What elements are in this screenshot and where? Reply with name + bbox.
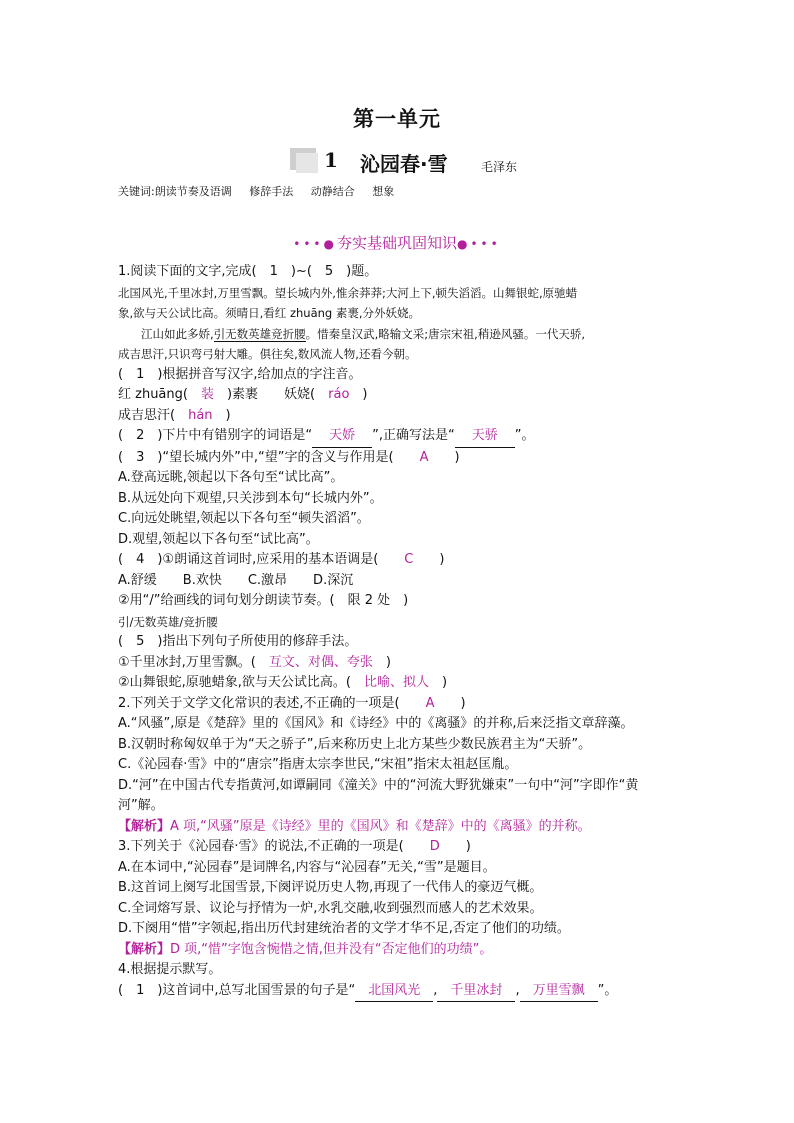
keyword: 关键词:朗读节奏及语调: [118, 185, 232, 198]
section-title: •••●夯实基础巩固知识●•••: [293, 234, 501, 252]
option: B.这首词上阕写北国雪景,下阕评说历史人物,再现了一代伟人的豪迈气概。: [118, 880, 543, 895]
answer: A: [425, 695, 435, 711]
answer: 天骄: [455, 426, 515, 448]
option: B.汉朝时称匈奴单于为“天之骄子”,后来称历史上北方某些少数民族君主为“天骄”。: [118, 736, 592, 752]
q1-sub3: ( 3 )“望长城内外”中,“望”字的含义与作用是( A ): [118, 449, 460, 465]
poem-line: 象,欲与天公试比高。须晴日,看红 zhuāng 素裹,分外妖娆。: [118, 306, 421, 320]
q1-sub5: ( 5 )指出下列句子所使用的修辞手法。: [118, 634, 358, 649]
q1-sub4: ( 4 )①朗诵这首词时,应采用的基本语调是( C ): [118, 552, 445, 567]
option: B.从远处向下观望,只关涉到本句“长城内外”。: [118, 490, 383, 506]
answer: 北国风光: [355, 981, 433, 1003]
answer: 天娇: [312, 426, 372, 448]
keyword: 动静结合: [310, 185, 355, 198]
answer: hán: [188, 407, 213, 423]
q2-analysis: 【解析】A 项,“风骚”原是《诗经》里的《国风》和《楚辞》中的《离骚》的并称。: [118, 818, 591, 834]
q1-sub1-a: 红 zhuāng( 装 )素裹 妖娆( ráo ): [118, 387, 368, 402]
q1-stem: 1.阅读下面的文字,完成( 1 )~( 5 )题。: [118, 264, 378, 279]
q4-sub1: ( 1 )这首词中,总写北国雪景的句子是“ 北国风光 , 千里冰封 , 万里雪飘 ”。: [118, 981, 678, 1003]
q1-sub5-b: ②山舞银蛇,原驰蜡象,欲与天公试比高。( 比喻、拟人 ): [118, 675, 448, 690]
question-content: [118, 262, 678, 1002]
options-row: A.舒缓 B.欢快 C.激昂 D.深沉: [118, 572, 354, 588]
option: A.登高远眺,领起以下各句至“试比高”。: [118, 470, 344, 485]
q1-sub2: ( 2 )下片中有错别字的词语是“ 天娇 ”,正确写法是“ 天骄 ”。: [118, 426, 678, 448]
answer: ráo: [328, 387, 350, 402]
underlined-phrase: 引无数英雄竞折腰: [213, 326, 306, 341]
lesson-number: 1: [324, 148, 338, 172]
dots-right-icon: ●•••: [457, 237, 501, 251]
answer: 千里冰封: [437, 981, 515, 1003]
poem-line: 成吉思汗,只识弯弓射大雕。俱往矣,数风流人物,还看今朝。: [118, 347, 417, 361]
q3-analysis: 【解析】D 项,“惜”字饱含惋惜之情,但并没有“否定他们的功绩”。: [118, 941, 493, 957]
answer: 装: [200, 387, 214, 402]
option: 河”解。: [118, 798, 164, 813]
q1-sub4-2: ②用“/”给画线的词句划分朗读节奏。( 限 2 处 ): [118, 593, 409, 608]
q1-sub1: ( 1 )根据拼音写汉字,给加点的字注音。: [118, 366, 362, 382]
option: A.在本词中,“沁园春”是词牌名,内容与“沁园春”无关,“雪”是题目。: [118, 859, 496, 875]
keyword: 想象: [372, 185, 395, 198]
dots-left-icon: •••●: [293, 237, 337, 251]
lesson-decoration-icon: [288, 146, 318, 172]
option: C.向远处眺望,领起以下各句至“顿失滔滔”。: [118, 511, 370, 526]
option: C.全词熔写景、议论与抒情为一炉,水乳交融,收到强烈而感人的艺术效果。: [118, 900, 543, 916]
option: D.下阕用“惜”字领起,指出历代封建统治者的文学才华不足,否定了他们的功绩。: [118, 921, 570, 936]
keyword: 修辞手法: [249, 185, 294, 198]
q2-stem: 2.下列关于文学文化常识的表述,不正确的一项是( A ): [118, 695, 466, 711]
option: C.《沁园春·雪》中的“唐宗”指唐太宗李世民,“宋祖”指宋太祖赵匡胤。: [118, 757, 518, 772]
keywords-line: [118, 183, 408, 199]
option: A.“风骚”,原是《楚辞》里的《国风》和《诗经》中的《离骚》的并称,后来泛指文章辞藻。: [118, 716, 634, 731]
answer: C: [404, 552, 414, 567]
option: D.“河”在中国古代专指黄河,如谭嗣同《潼关》中的“河流大野犹嫌束”一句中“河”字即作“黄: [118, 777, 639, 793]
answer: D: [429, 839, 440, 854]
answer: 比喻、拟人: [364, 675, 430, 690]
answer: 互文、对偶、夸张: [268, 654, 373, 670]
rhythm-answer: 引/无数英雄/竞折腰: [118, 614, 218, 629]
q3-stem: 3.下列关于《沁园春·雪》的说法,不正确的一项是( D ): [118, 839, 471, 854]
poem-line: 江山如此多娇,引无数英雄竞折腰。惜秦皇汉武,略输文采;唐宗宋祖,稍逊风骚。一代天骄,: [141, 326, 585, 341]
q1-sub1-b: 成吉思汗( hán ): [118, 407, 231, 423]
option: D.观望,领起以下各句至“试比高”。: [118, 531, 319, 547]
answer: A: [419, 449, 429, 465]
q1-sub5-a: ①千里冰封,万里雪飘。( 互文、对偶、夸张 ): [118, 654, 391, 670]
answer: 万里雪飘: [520, 981, 598, 1003]
poem-line: 北国风光,千里冰封,万里雪飘。望长城内外,惟余莽莽;大河上下,顿失滔滔。山舞银蛇,原驰蜡: [118, 285, 578, 300]
lesson-title: 沁园春·雪: [360, 152, 448, 176]
q4-stem: 4.根据提示默写。: [118, 962, 222, 977]
unit-title: 第一单元: [353, 107, 441, 131]
lesson-author: 毛泽东: [481, 160, 518, 174]
